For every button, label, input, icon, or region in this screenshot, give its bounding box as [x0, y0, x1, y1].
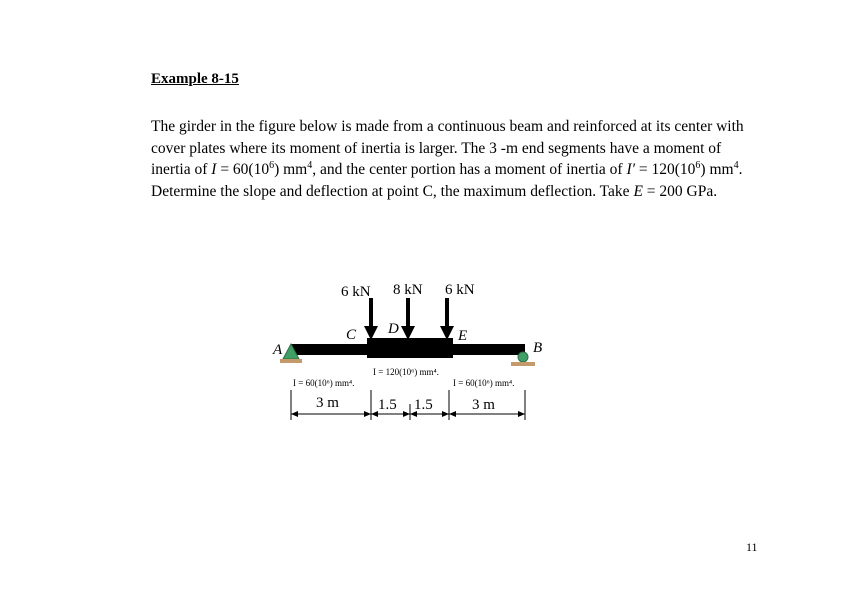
point-label-b: B: [533, 340, 543, 356]
load-arrow-e: [440, 298, 454, 340]
example-title: Example 8-15: [151, 71, 239, 87]
inertia-label-left: I = 60(10⁶) mm⁴.: [293, 378, 355, 388]
beam-end-right: [450, 344, 525, 355]
load-arrow-c: [364, 298, 378, 340]
load-label-d: 8 kN: [393, 282, 423, 298]
load-arrow-d: [401, 298, 415, 340]
problem-statement: The girder in the figure below is made from a continuous beam and reinforced at its center with cover plates where its moment of inertia is larger. The 3 -m end segments have a moment of inertia of $I = 60(10^6)$ $mm^4$, and the center portion has a moment of inertia of $I' = 120(10^6)$ $mm^4$. Determine the slope and deflection at point C, the maximum deflection. Take E = 200 GPa.: [151, 118, 744, 200]
point-label-e: E: [458, 328, 468, 344]
beam-center-plated: [367, 338, 453, 358]
dim-label-left: 3 m: [316, 395, 339, 411]
point-label-d: D: [388, 321, 399, 337]
beam-end-left: [291, 344, 371, 355]
dim-label-center-left: 1.5: [378, 397, 397, 413]
dim-label-right: 3 m: [472, 397, 495, 413]
load-label-e: 6 kN: [445, 282, 475, 298]
page-number: 11: [746, 540, 758, 554]
load-label-c: 6 kN: [341, 284, 371, 300]
point-label-c: C: [346, 327, 357, 343]
inertia-label-right: I = 60(10⁶) mm⁴.: [453, 378, 515, 388]
point-label-a: A: [273, 342, 283, 358]
inertia-label-center: I = 120(10⁶) mm⁴.: [373, 367, 439, 377]
dim-label-center-right: 1.5: [414, 397, 433, 413]
